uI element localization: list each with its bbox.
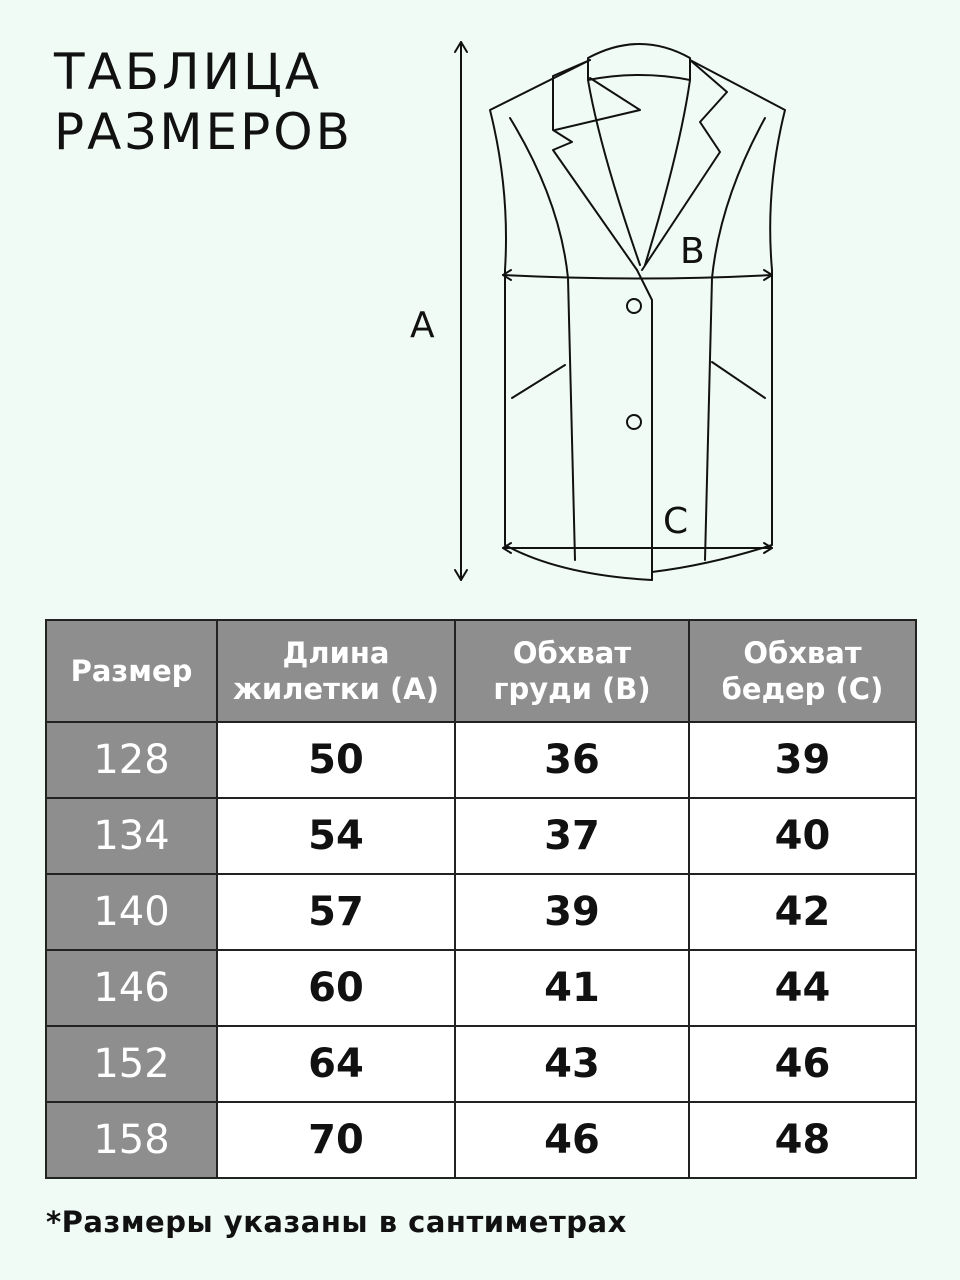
size-cell: 134	[46, 798, 217, 874]
size-table	[45, 619, 917, 1179]
table-row	[46, 722, 916, 798]
table-row	[46, 950, 916, 1026]
header-hips: Обхват бедер (С)	[689, 620, 916, 722]
title-line-2: РАЗМЕРОВ	[54, 103, 353, 161]
hips-cell: 48	[689, 1102, 916, 1178]
length-cell: 64	[217, 1026, 455, 1102]
label-a: A	[410, 305, 435, 346]
page-title	[54, 42, 353, 162]
hips-cell: 46	[689, 1026, 916, 1102]
button-lower	[627, 415, 641, 429]
chest-cell: 43	[455, 1026, 689, 1102]
button-upper	[627, 299, 641, 313]
table-row	[46, 874, 916, 950]
length-arrow-a	[455, 42, 467, 580]
size-cell: 146	[46, 950, 217, 1026]
chest-cell: 39	[455, 874, 689, 950]
table-row	[46, 1102, 916, 1178]
hips-cell: 42	[689, 874, 916, 950]
size-cell: 152	[46, 1026, 217, 1102]
chest-cell: 36	[455, 722, 689, 798]
length-cell: 54	[217, 798, 455, 874]
length-cell: 57	[217, 874, 455, 950]
length-cell: 70	[217, 1102, 455, 1178]
title-line-1: ТАБЛИЦА	[54, 43, 323, 101]
table-header-row	[46, 620, 916, 722]
size-cell: 158	[46, 1102, 217, 1178]
chest-cell: 46	[455, 1102, 689, 1178]
hips-cell: 44	[689, 950, 916, 1026]
vest-diagram	[400, 30, 800, 590]
chest-cell: 37	[455, 798, 689, 874]
length-cell: 60	[217, 950, 455, 1026]
units-note: *Размеры указаны в сантиметрах	[46, 1205, 627, 1239]
size-cell: 140	[46, 874, 217, 950]
hip-measure-c	[503, 543, 772, 553]
header-chest: Обхват груди (B)	[455, 620, 689, 722]
table-row	[46, 798, 916, 874]
label-c: C	[663, 501, 689, 542]
label-b: B	[680, 231, 705, 272]
chest-cell: 41	[455, 950, 689, 1026]
length-cell: 50	[217, 722, 455, 798]
header-length: Длина жилетки (А)	[217, 620, 455, 722]
hips-cell: 39	[689, 722, 916, 798]
size-cell: 128	[46, 722, 217, 798]
table-row	[46, 1026, 916, 1102]
header-size: Размер	[46, 620, 217, 722]
hips-cell: 40	[689, 798, 916, 874]
